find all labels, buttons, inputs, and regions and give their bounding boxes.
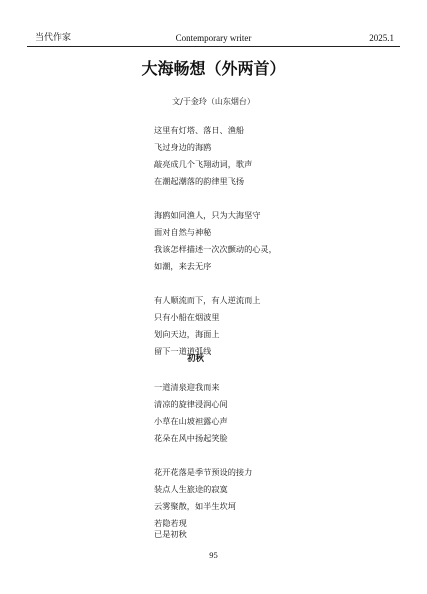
- poem-line: 花朵在风中扬起笑脸: [154, 433, 228, 443]
- stanza: [154, 122, 277, 190]
- stanza: [154, 207, 277, 275]
- section-subtitle: 初秋: [187, 354, 205, 364]
- poem-line-final: 已是初秋: [154, 529, 187, 539]
- poem-line: 这里有灯塔、落日、渔船: [154, 125, 245, 135]
- poem-line: 花开花落是季节预设的接力: [154, 467, 253, 477]
- header-journal-title: Contemporary writer: [175, 33, 252, 43]
- poem-line: 在潮起潮落的韵律里飞扬: [154, 176, 245, 186]
- poem-line: 海鸥如同渔人，只为大海坚守: [154, 210, 261, 220]
- header-issue: 2025.1: [369, 33, 394, 43]
- poem-line: 敲亮成几个飞翔动词，歌声: [154, 159, 253, 169]
- stanza: [154, 379, 252, 447]
- poem-line: 面对自然与神秘: [154, 227, 212, 237]
- poem-line: 有人顺流而下，有人逆流而上: [154, 295, 261, 305]
- poem-title: 大海畅想（外两首）: [141, 59, 286, 78]
- poem-line: 小草在山坡袒露心声: [154, 416, 228, 426]
- page-number: 95: [209, 550, 218, 560]
- poem-line: 飞过身边的海鸥: [154, 142, 212, 152]
- header-rule: [27, 46, 400, 47]
- poem-line: 一道清泉迎我而来: [154, 382, 220, 392]
- poem-line: 云雾聚散，如半生坎坷: [154, 501, 236, 511]
- poem-line: 我该怎样描述一次次颤动的心灵，: [154, 244, 277, 254]
- author-byline: 文/于金玲（山东烟台）: [172, 97, 255, 106]
- poem-line: 装点人生旅途的寂寞: [154, 484, 228, 494]
- poem-body-2: [154, 379, 252, 549]
- poem-line: 留下一道道弧线: [154, 346, 212, 356]
- stanza: [154, 292, 277, 360]
- running-header: [27, 32, 400, 44]
- stanza: [154, 464, 252, 532]
- poem-line: 如潮，来去无序: [154, 261, 212, 271]
- poem-line: 若隐若现: [154, 518, 187, 528]
- header-journal-name: 当代作家: [35, 33, 72, 43]
- poem-line: 只有小船在烟波里: [154, 312, 220, 322]
- poem-line: 划向天边，海面上: [154, 329, 220, 339]
- poem-line: 清凉的旋律浸润心间: [154, 399, 228, 409]
- poem-body-1: [154, 122, 277, 377]
